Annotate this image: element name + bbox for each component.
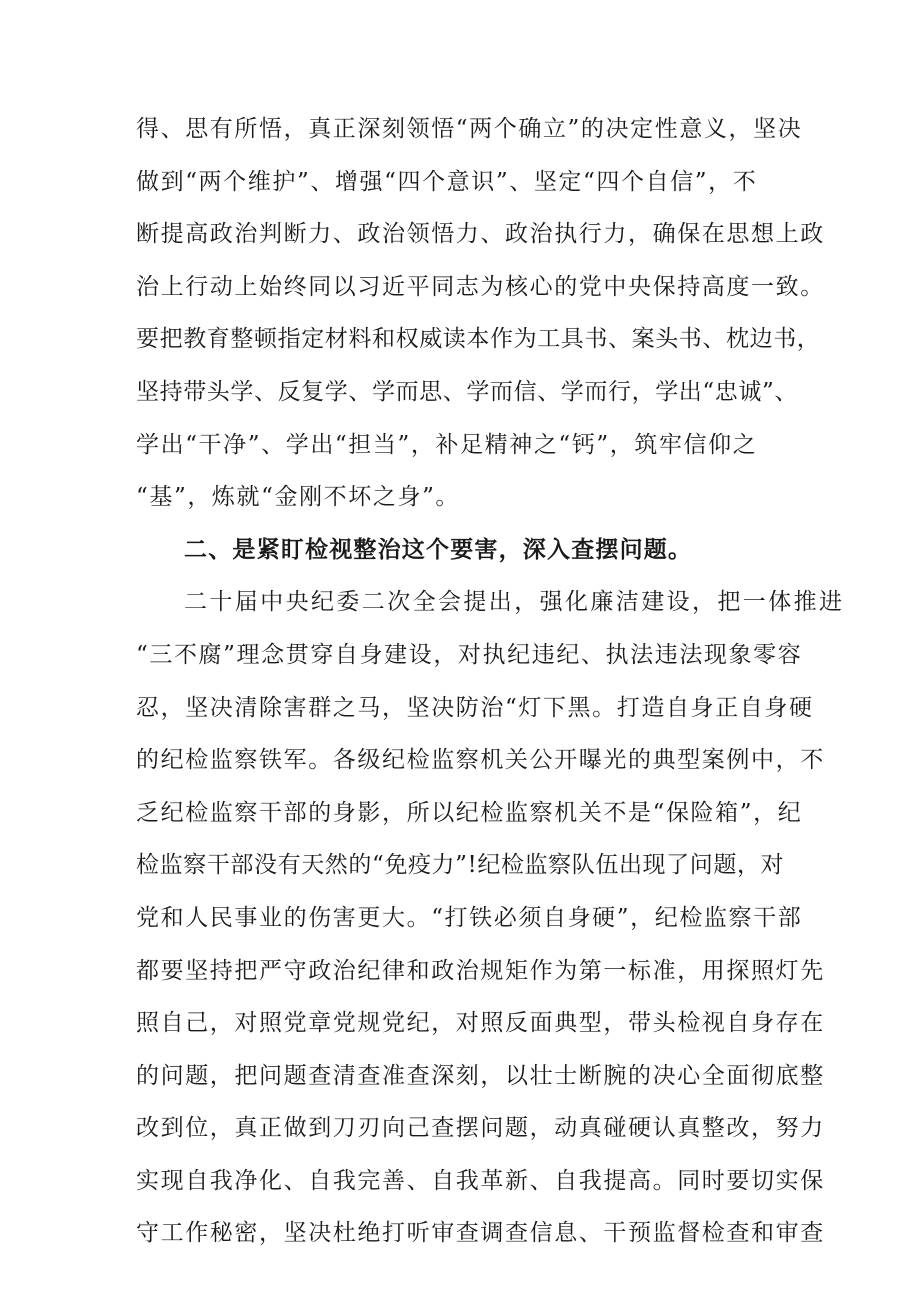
- paragraph-line: “三不腐”理念贯穿自身建设，对执纪违纪、执法违法现象零容: [136, 641, 803, 668]
- paragraph-line: 的问题，把问题查清查准查深刻，以壮士断腕的决心全面彻底整: [136, 1062, 825, 1089]
- paragraph-line: 忍，坚决清除害群之马，坚决防治“灯下黑。打造自身正自身硬: [136, 694, 814, 721]
- paragraph-line: 乏纪检监察干部的身影，所以纪检监察机关不是“保险箱”，纪: [136, 799, 803, 826]
- paragraph-line: 要把教育整顿指定材料和权威读本作为工具书、案头书、枕边书，: [136, 326, 821, 353]
- paragraph-line: 守工作秘密，坚决杜绝打听审查调查信息、干预监督检查和审查: [136, 1220, 825, 1247]
- paragraph-line: 得、思有所悟，真正深刻领悟“两个确立”的决定性意义，坚决: [136, 116, 803, 142]
- paragraph-line: 的纪检监察铁军。各级纪检监察机关公开曝光的典型案例中，不: [136, 747, 825, 774]
- paragraph-line: 二十届中央纪委二次全会提出，强化廉洁建设，把一体推进: [184, 589, 845, 616]
- document-body: [136, 103, 845, 1260]
- paragraph-line: 改到位，真正做到刀刃向己查摆问题，动真碰硬认真整改，努力: [136, 1115, 825, 1142]
- paragraph-line: 党和人民事业的伤害更大。“打铁必须自身硬”，纪检监察干部: [136, 904, 803, 931]
- paragraph-line: 学出“干净”、学出“担当”，补足精神之“钙”，筑牢信仰之: [136, 431, 758, 458]
- paragraph-line: 做到“两个维护”、增强“四个意识”、坚定“四个自信”，不: [136, 168, 758, 195]
- paragraph-line: 照自己，对照党章党规党纪，对照反面典型，带头检视自身存在: [136, 1010, 825, 1037]
- section-heading: 二、是紧盯检视整治这个要害，深入查摆问题。: [184, 536, 693, 563]
- paragraph-line: 坚持带头学、反复学、学而思、学而信、学而行，学出“忠诚”、: [136, 378, 798, 405]
- paragraph-line: 断提高政治判断力、政治领悟力、政治执行力，确保在思想上政: [136, 221, 825, 248]
- paragraph-line: “基”，炼就“金刚不坏之身”。: [136, 484, 461, 511]
- paragraph-line: 都要坚持把严守政治纪律和政治规矩作为第一标准，用探照灯先: [136, 957, 825, 984]
- paragraph-line: 治上行动上始终同以习近平同志为核心的党中央保持高度一致。: [136, 273, 825, 300]
- paragraph-line: 实现自我净化、自我完善、自我革新、自我提高。同时要切实保: [136, 1167, 825, 1194]
- paragraph-line: 检监察干部没有天然的“免疫力”!纪检监察队伍出现了问题，对: [136, 852, 785, 879]
